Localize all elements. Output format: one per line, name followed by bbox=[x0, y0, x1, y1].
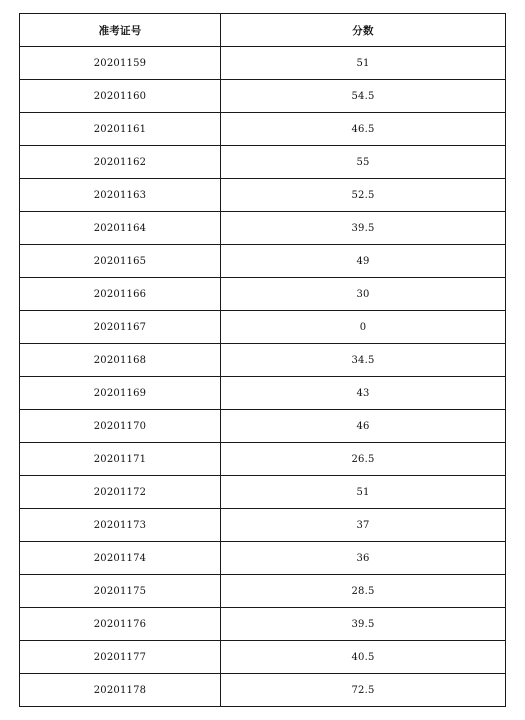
exam-id-cell: 20201162 bbox=[20, 146, 221, 179]
exam-id-cell: 20201163 bbox=[20, 179, 221, 212]
table-row bbox=[20, 410, 506, 443]
table-row bbox=[20, 641, 506, 674]
score-cell: 43 bbox=[221, 377, 506, 410]
score-cell: 46.5 bbox=[221, 113, 506, 146]
score-cell: 34.5 bbox=[221, 344, 506, 377]
exam-id-cell: 20201159 bbox=[20, 47, 221, 80]
exam-id-cell: 20201167 bbox=[20, 311, 221, 344]
exam-id-cell: 20201164 bbox=[20, 212, 221, 245]
table-row bbox=[20, 179, 506, 212]
table-row bbox=[20, 146, 506, 179]
exam-id-cell: 20201173 bbox=[20, 509, 221, 542]
score-cell: 49 bbox=[221, 245, 506, 278]
score-cell: 26.5 bbox=[221, 443, 506, 476]
score-cell: 37 bbox=[221, 509, 506, 542]
score-cell: 51 bbox=[221, 476, 506, 509]
score-cell: 39.5 bbox=[221, 608, 506, 641]
table-row bbox=[20, 674, 506, 707]
table-header bbox=[20, 14, 506, 47]
exam-id-cell: 20201170 bbox=[20, 410, 221, 443]
score-cell: 55 bbox=[221, 146, 506, 179]
exam-id-cell: 20201177 bbox=[20, 641, 221, 674]
score-sheet bbox=[19, 13, 505, 707]
table-row bbox=[20, 476, 506, 509]
score-cell: 46 bbox=[221, 410, 506, 443]
score-cell: 0 bbox=[221, 311, 506, 344]
exam-id-cell: 20201174 bbox=[20, 542, 221, 575]
header-exam-id: 准考证号 bbox=[20, 14, 221, 47]
exam-id-cell: 20201175 bbox=[20, 575, 221, 608]
exam-id-cell: 20201171 bbox=[20, 443, 221, 476]
table-row bbox=[20, 443, 506, 476]
header-score: 分数 bbox=[221, 14, 506, 47]
table-row bbox=[20, 245, 506, 278]
score-cell: 51 bbox=[221, 47, 506, 80]
exam-id-cell: 20201165 bbox=[20, 245, 221, 278]
exam-id-cell: 20201166 bbox=[20, 278, 221, 311]
score-cell: 72.5 bbox=[221, 674, 506, 707]
table-row bbox=[20, 344, 506, 377]
score-cell: 52.5 bbox=[221, 179, 506, 212]
table-row bbox=[20, 47, 506, 80]
table-row bbox=[20, 212, 506, 245]
exam-id-cell: 20201160 bbox=[20, 80, 221, 113]
exam-id-cell: 20201172 bbox=[20, 476, 221, 509]
table-row bbox=[20, 608, 506, 641]
score-cell: 40.5 bbox=[221, 641, 506, 674]
table-row bbox=[20, 575, 506, 608]
score-cell: 28.5 bbox=[221, 575, 506, 608]
exam-id-cell: 20201161 bbox=[20, 113, 221, 146]
table-row bbox=[20, 509, 506, 542]
score-cell: 36 bbox=[221, 542, 506, 575]
exam-id-cell: 20201168 bbox=[20, 344, 221, 377]
score-table bbox=[19, 13, 506, 707]
exam-id-cell: 20201178 bbox=[20, 674, 221, 707]
score-cell: 54.5 bbox=[221, 80, 506, 113]
table-row bbox=[20, 377, 506, 410]
header-row bbox=[20, 14, 506, 47]
exam-id-cell: 20201176 bbox=[20, 608, 221, 641]
table-row bbox=[20, 542, 506, 575]
exam-id-cell: 20201169 bbox=[20, 377, 221, 410]
table-body bbox=[20, 47, 506, 707]
table-row bbox=[20, 80, 506, 113]
table-row bbox=[20, 278, 506, 311]
score-cell: 39.5 bbox=[221, 212, 506, 245]
table-row bbox=[20, 311, 506, 344]
score-cell: 30 bbox=[221, 278, 506, 311]
table-row bbox=[20, 113, 506, 146]
